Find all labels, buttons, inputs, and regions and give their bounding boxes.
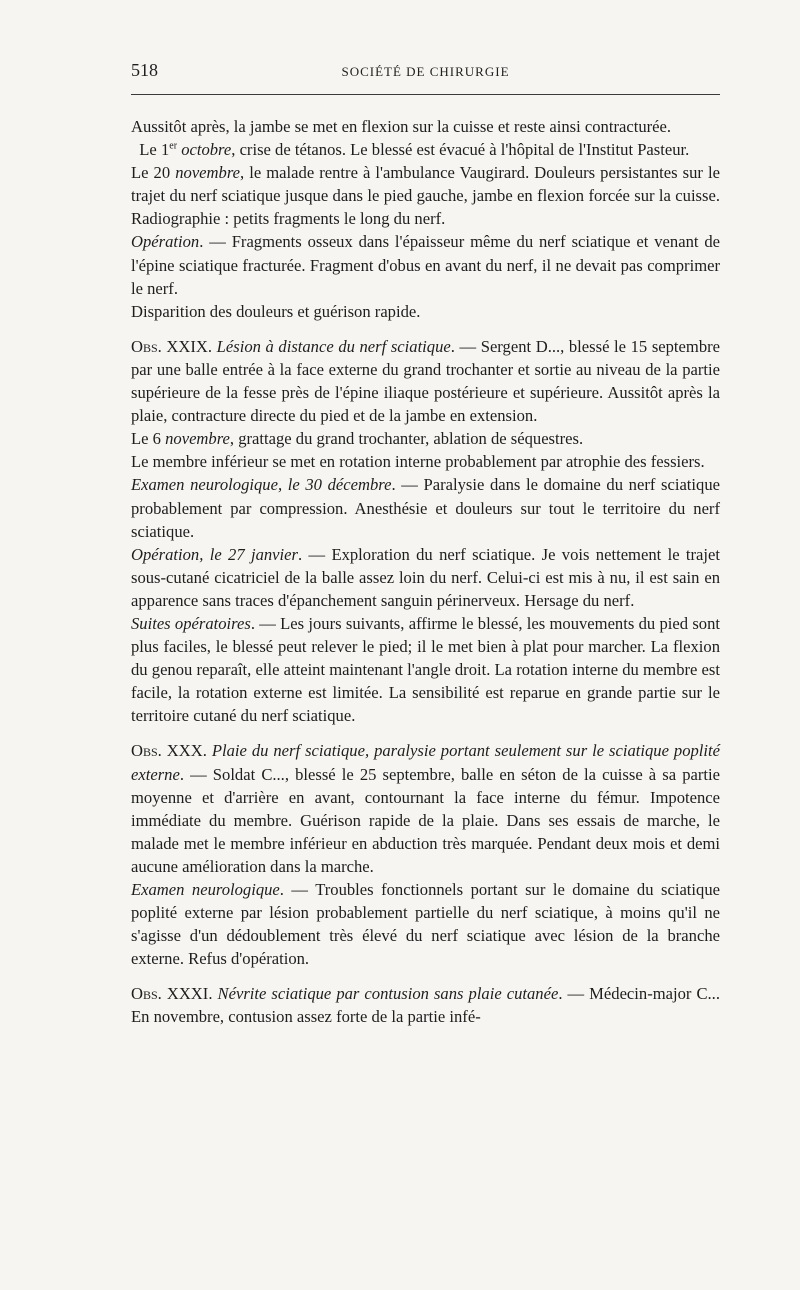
observation-label: Obs. XXXI. [131,984,213,1004]
text-span: . — Les jours suivants, affirme le blessé, les mouvements du pied sont plus faciles, le blessé peut relever le pied; il le met bien à plat pour marcher. La flexion du genou reparaît, elle atteint maintenant l'angle droit. La rotation interne du membre est facile, la rotation externe est limitée. La sensibilité est reparue en grande partie sur le territoire cutané du nerf sciatique. [131,613,720,726]
italic-heading: Suites opératoires [131,613,251,633]
observation-title: Lésion à distance du nerf sciatique [216,336,451,356]
paragraph [131,543,720,612]
observation-title: Névrite sciatique par contusion sans plaie cutanée [217,984,559,1004]
paragraph [131,230,720,299]
paragraph [131,473,720,542]
text-span: . — Fragments osseux dans l'épaisseur même du nerf sciatique et venant de l'épine sciatique fracturée. Fragment d'obus en avant du nerf, il ne devait pas comprimer le nerf. [131,232,720,298]
paragraph [131,161,720,230]
italic-date: novembre [165,429,230,449]
document-page [131,58,720,1029]
italic-heading: Examen neurologique, le 30 décembre [131,475,392,495]
text-span: . — Soldat C..., blessé le 25 septembre, balle en séton de la cuisse à sa partie moyenne et d'arrière en avant, contournant la face interne du fémur. Impotence immédiate du membre. Guérison rapide de la plaie. Dans ses essais de marche, le malade met le membre inférieur en abduction très marquée. Pendant deux mois et demi aucune amélioration dans la marche. [131,764,720,876]
paragraph [131,138,720,161]
observation-30 [131,739,720,878]
observation-29 [131,335,720,427]
text-span: Le 6 [131,429,166,449]
text-span: , crise de tétanos. Le blessé est évacué à l'hôpital de l'Institut Pasteur. [231,140,690,160]
italic-date: novembre [175,163,241,183]
running-title: SOCIÉTÉ DE CHIRURGIE [341,64,510,79]
paragraph [131,878,720,970]
paragraph [131,612,720,727]
text-span: , grattage du grand trochanter, ablation de séquestres. [229,429,584,449]
italic-heading: Opération [131,232,200,252]
observation-label: Obs. XXX. [131,741,207,761]
body-text [131,115,720,1029]
observation-label: Obs. XXIX. [131,336,213,356]
page-number: 518 [131,60,158,80]
text-span: Le membre inférieur se met en rotation interne probablement par atrophie des fessiers. [131,452,705,472]
paragraph [131,427,720,450]
text-span: . — Médecin-major C... En novembre, contusion assez forte de la partie infé- [131,984,720,1027]
paragraph [131,115,720,138]
paragraph [131,450,720,473]
italic-heading: Opération, le 27 janvier [131,544,298,564]
observation-title: Plaie du nerf sciatique, paralysie portant seulement sur le sciatique poplité externe [131,741,720,784]
text-span: Aussitôt après, la jambe se met en flexion sur la cuisse et reste ainsi contracturée. [131,117,672,136]
text-span: Disparition des douleurs et guérison rapide. [131,301,421,321]
text-span: . — Troubles fonctionnels portant sur le domaine du sciatique poplité externe par lésion probablement partielle du nerf sciatique, à moins qu'il ne s'agisse d'un dédoublement très élevé du nerf sciatique avec lésion de la branche externe. Refus d'opération. [131,880,720,969]
superscript: er [169,140,178,152]
text-span: Le 20 [131,163,176,183]
text-span: . — Paralysie dans le domaine du nerf sciatique probablement par compression. Anesthésie et douleurs sur tout le territoire du nerf sciatique. [131,475,720,541]
italic-heading: Examen neurologique [131,880,280,899]
observation-31 [131,982,720,1028]
text-span: . — Exploration du nerf sciatique. Je vois nettement le trajet sous-cutané cicatriciel de la balle assez loin du nerf. Celui-ci est mis à nu, il est sain en apparence sans traces d'épanchement sanguin périnerveux. Hersage du nerf. [131,544,720,610]
italic-date: octobre [181,140,232,160]
text-span: Le 1 [139,140,170,160]
paragraph [131,300,720,323]
text-span: . — Sergent D..., blessé le 15 septembre par une balle entrée à la face externe du grand trochanter et sortie au niveau de la partie supérieure de la fesse près de l'épine iliaque postérieure et supérieure. Aussitôt après la plaie, contracture directe du pied et de la jambe en extension. [131,336,721,426]
page-header [131,58,720,95]
text-span: , le malade rentre à l'ambulance Vaugirard. Douleurs persistantes sur le trajet du nerf sciatique jusque dans le pied gauche, jambe en flexion forcée sur la cuisse. Radiographie : petits fragments le long du nerf. [131,163,720,229]
